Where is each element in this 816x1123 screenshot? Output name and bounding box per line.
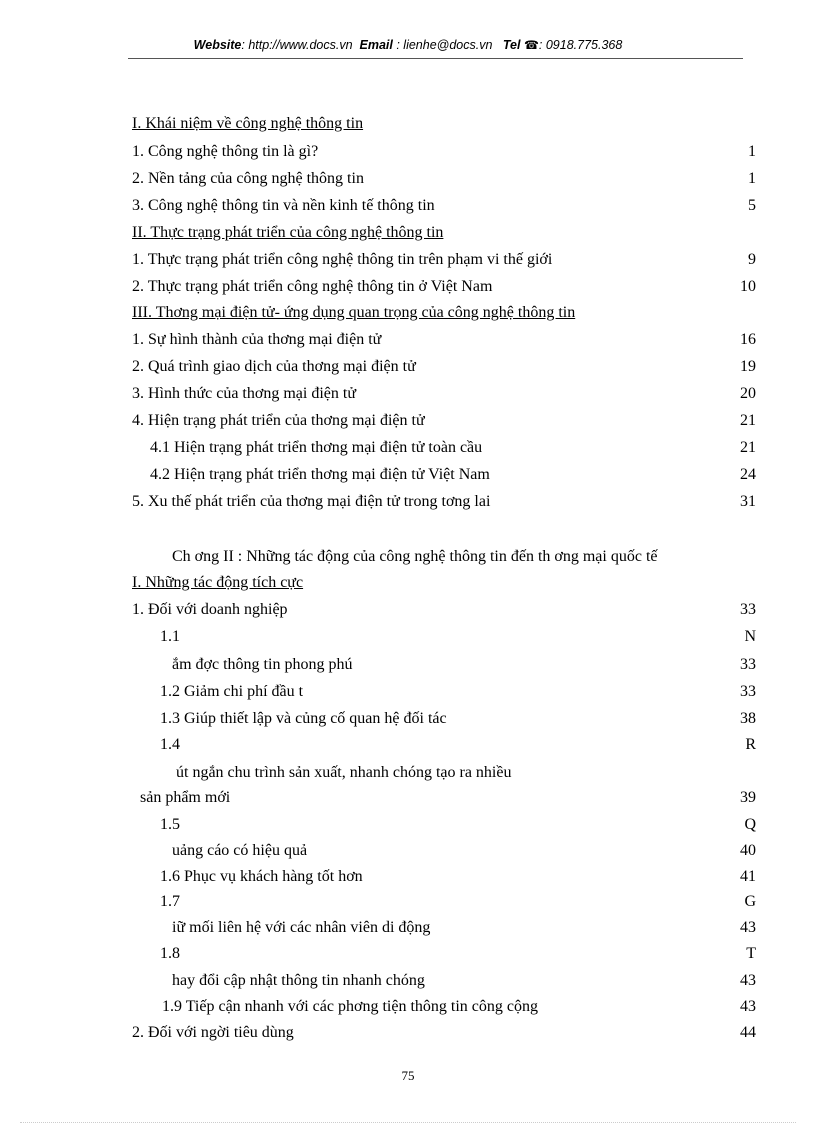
website-label: Website: [193, 38, 242, 52]
toc-subentry: 1.3 Giúp thiết lập và củng cố quan hệ đối tác: [160, 710, 447, 727]
toc-page-number: 9: [748, 251, 756, 268]
toc-subentry: 1.2 Giảm chi phí đầu t: [160, 683, 304, 700]
toc-entry: 2. Đối với ngời tiêu dùng: [132, 1024, 294, 1041]
toc-page-number: 16: [740, 331, 756, 348]
page-number-footer: 75: [401, 1068, 415, 1083]
website-text: : http://www.docs.vn: [241, 38, 353, 52]
toc-page-number: 1: [748, 143, 756, 160]
toc-page-number: 19: [740, 358, 756, 375]
toc-page-number: 21: [740, 412, 756, 429]
toc-dropcap-letter: R: [745, 736, 756, 753]
toc-subentry: iữ mối liên hệ với các nhân viên di động: [172, 919, 431, 936]
tel-label: Tel: [502, 38, 521, 52]
toc-entry: 4. Hiện trạng phát triển của thơng mại điện tử: [132, 412, 425, 429]
toc-entry: 1. Sự hình thành của thơng mại điện tử: [132, 331, 382, 348]
toc-page-number: 43: [740, 919, 756, 936]
toc-page-number: 43: [740, 998, 756, 1015]
chapter-heading: Ch ơng II : Những tác động của công nghệ thông tin đến th ơng mại quốc tế: [172, 548, 658, 565]
toc-entry: 2. Nền tảng của công nghệ thông tin: [132, 170, 364, 187]
toc-subentry-number: 1.5: [160, 816, 180, 833]
toc-subentry-number: 1.7: [160, 893, 180, 910]
toc-subentry: uảng cáo có hiệu quả: [172, 842, 308, 859]
toc-entry: 2. Thực trạng phát triển công nghệ thông tin ở Việt Nam: [132, 278, 493, 295]
toc-page-number: 41: [740, 868, 756, 885]
toc-section-heading: I. Khái niệm về công nghệ thông tin: [132, 115, 364, 132]
toc-subentry-continued: sản phẩm mới: [140, 789, 231, 806]
toc-page-number: 43: [740, 972, 756, 989]
toc-page-number: 44: [740, 1024, 756, 1041]
email-label: Email: [359, 38, 393, 52]
tel-text: : 0918.775.368: [538, 38, 623, 52]
toc-page-number: 10: [740, 278, 756, 295]
toc-subentry-number: 1.8: [160, 945, 180, 962]
toc-page-number: 38: [740, 710, 756, 727]
toc-subentry-number: 1.4: [160, 736, 180, 753]
toc-entry: 5. Xu thế phát triển của thơng mại điện tử trong tơng lai: [132, 493, 491, 510]
phone-icon: ☎: [523, 38, 539, 52]
toc-page-number: 40: [740, 842, 756, 859]
toc-dropcap-letter: N: [744, 628, 756, 645]
toc-page-number: 1: [748, 170, 756, 187]
toc-subentry: hay đổi cập nhật thông tin nhanh chóng: [172, 972, 425, 989]
toc-subentry: 4.1 Hiện trạng phát triển thơng mại điện tử toàn cầu: [150, 439, 483, 456]
toc-page-number: 39: [740, 789, 756, 806]
toc-subentry: 4.2 Hiện trạng phát triển thơng mại điện tử Việt Nam: [150, 466, 490, 483]
toc-entry: 3. Hình thức của thơng mại điện tử: [132, 385, 356, 402]
toc-page-number: 33: [740, 601, 756, 618]
toc-page-number: 33: [740, 683, 756, 700]
toc-page-number: 21: [740, 439, 756, 456]
toc-page-number: 31: [740, 493, 756, 510]
toc-entry: 2. Quá trình giao dịch của thơng mại điện tử: [132, 358, 416, 375]
toc-entry: 3. Công nghệ thông tin và nền kinh tế thông tin: [132, 197, 435, 214]
toc-section-heading: III. Thơng mại điện tử- ứng dụng quan trọng của công nghệ thông tin: [132, 304, 576, 321]
toc-subentry: 1.6 Phục vụ khách hàng tốt hơn: [160, 868, 363, 885]
toc-dropcap-letter: Q: [744, 816, 756, 833]
toc-page-number: 24: [740, 466, 756, 483]
toc-dropcap-letter: G: [744, 893, 756, 910]
toc-entry: 1. Công nghệ thông tin là gì?: [132, 143, 319, 160]
page-header: [0, 38, 816, 52]
toc-dropcap-letter: T: [746, 945, 756, 962]
toc-page-number: 20: [740, 385, 756, 402]
toc-subentry: 1.9 Tiếp cận nhanh với các phơng tiện thông tin công cộng: [162, 998, 538, 1015]
header-divider: [128, 58, 743, 59]
toc-subentry: út ngắn chu trình sản xuất, nhanh chóng tạo ra nhiều: [176, 764, 512, 781]
toc-page-number: 33: [740, 656, 756, 673]
toc-subentry-number: 1.1: [160, 628, 180, 645]
toc-section-heading: II. Thực trạng phát triển của công nghệ thông tin: [132, 224, 444, 241]
toc-entry: 1. Đối với doanh nghiệp: [132, 601, 288, 618]
toc-page-number: 5: [748, 197, 756, 214]
toc-section-heading: I. Những tác động tích cực: [132, 574, 304, 591]
toc-subentry: ắm đợc thông tin phong phú: [172, 656, 353, 673]
email-text: : lienhe@docs.vn: [396, 38, 493, 52]
toc-entry: 1. Thực trạng phát triển công nghệ thông tin trên phạm vi thế giới: [132, 251, 553, 268]
